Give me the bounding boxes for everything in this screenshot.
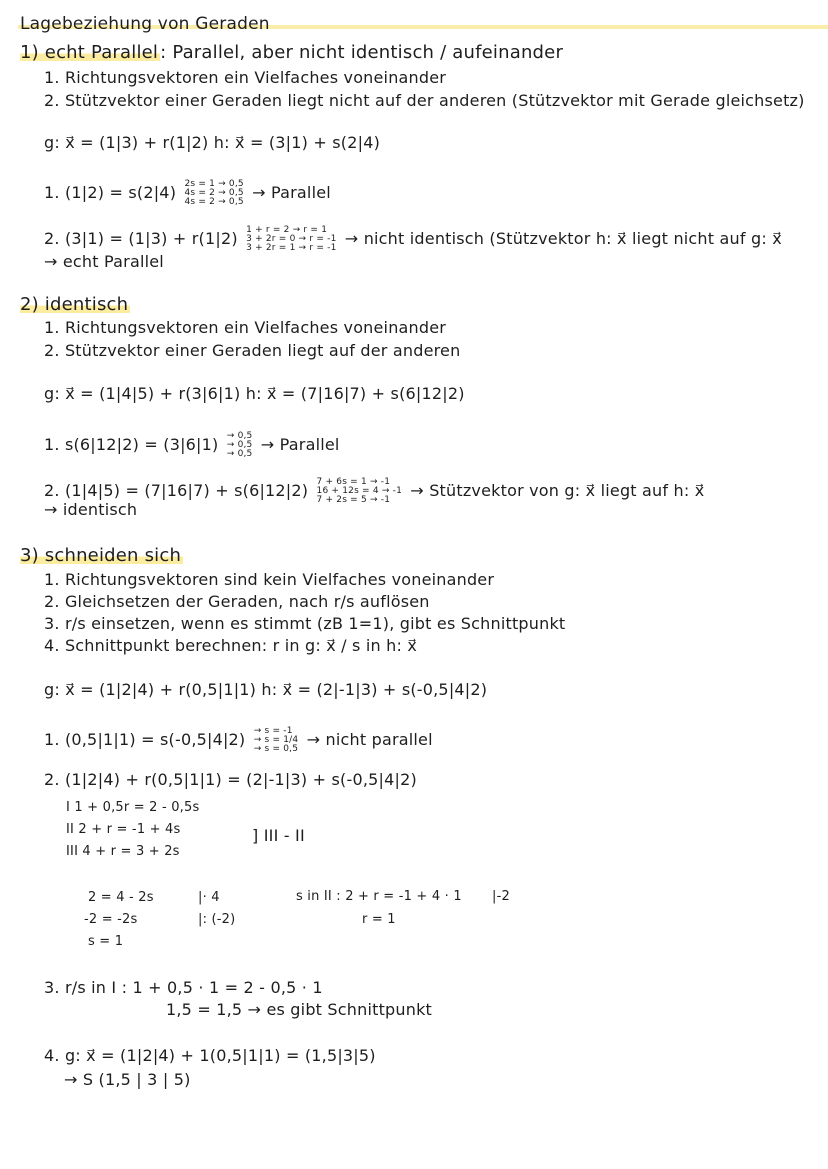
system-eq-1: I 1 + 0,5r = 2 - 0,5s [66,800,200,815]
section-2-equations: g: x⃗ = (1|4|5) + r(3|6|1) h: x⃗ = (7|16|7) + s(6|12|2) [44,384,465,403]
calc-line: 1 + r = 2 → r = 1 [246,225,328,235]
section-2-header [20,294,130,315]
calc-r-note-1: |-2 [492,889,510,904]
system-operation-note: ] III - II [252,826,305,845]
section-3-step-3-result: 1,5 = 1,5 → es gibt Schnittpunkt [166,1000,433,1019]
calc-line: → s = -1 [253,726,293,736]
section-3-rule-3: 3. r/s einsetzen, wenn es stimmt (zB 1=1), gibt es Schnittpunkt [44,614,566,633]
section-1-rule-1: 1. Richtungsvektoren ein Vielfaches voneinander [44,68,447,87]
section-1-heading-rest: : Parallel, aber nicht identisch / aufeinander [160,42,564,63]
calc-line: → s = 0,5 [253,744,299,754]
calc-line: 7 + 6s = 1 → -1 [316,477,391,487]
calc-s-line-2: -2 = -2s [84,912,138,927]
section-2-step-2 [44,478,704,505]
section-2-step-2-calc [317,478,402,505]
section-2-step-1-eq: 1. s(6|12|2) = (3|6|1) [44,435,219,454]
section-3-rule-4: 4. Schnittpunkt berechnen: r in g: x⃗ / s in h: x⃗ [44,636,418,655]
section-1-step-1-calc [184,180,243,207]
system-eq-3: III 4 + r = 3 + 2s [66,844,180,859]
calc-line: → 0,5 [226,449,253,459]
section-1-step-2-result: → nicht identisch (Stützvektor h: x⃗ liegt nicht auf g: x⃗ [344,229,782,248]
section-3-heading: 3) schneiden sich [20,545,182,566]
section-1-heading: 1) echt Parallel [20,42,159,63]
calc-line: 4s = 2 → 0,5 [184,188,244,198]
section-1-step-2 [44,226,782,253]
section-3-equations: g: x⃗ = (1|2|4) + r(0,5|1|1) h: x⃗ = (2|-1|3) + s(-0,5|4|2) [44,680,488,699]
section-3-step-4: 4. g: x⃗ = (1|2|4) + 1(0,5|1|1) = (1,5|3|5) [44,1046,376,1065]
calc-s-result: s = 1 [88,934,124,949]
section-1-header [20,42,563,63]
calc-line: 3 + 2r = 1 → r = -1 [246,243,337,253]
section-3-step-2: 2. (1|2|4) + r(0,5|1|1) = (2|-1|3) + s(-0,5|4|2) [44,770,417,789]
calc-s-note-2: |: (-2) [198,912,236,927]
calc-line: 3 + 2r = 0 → r = -1 [246,234,337,244]
calc-line: 16 + 12s = 4 → -1 [316,486,402,496]
system-eq-2: II 2 + r = -1 + 4s [66,822,181,837]
section-2-step-1 [44,432,340,459]
section-1-step-1 [44,180,331,207]
calc-line: → s = 1/4 [253,735,299,745]
section-1-step-1-result: → Parallel [252,183,331,202]
calc-r-line-1: s in II : 2 + r = -1 + 4 · 1 [296,889,462,904]
section-3-step-3: 3. r/s in I : 1 + 0,5 · 1 = 2 - 0,5 · 1 [44,978,323,997]
section-2-conclusion: → identisch [44,500,138,519]
calc-s-line-1: 2 = 4 - 2s [88,890,154,905]
calc-line: → 0,5 [226,431,253,441]
section-2-rule-2: 2. Stützvektor einer Geraden liegt auf der anderen [44,341,461,360]
section-2-step-2-eq: 2. (1|4|5) = (7|16|7) + s(6|12|2) [44,481,309,500]
calc-r-result: r = 1 [362,912,396,927]
section-2-step-1-calc [227,432,253,459]
section-3-header [20,545,183,566]
calc-line: 7 + 2s = 5 → -1 [316,495,391,505]
section-1-conclusion: → echt Parallel [44,252,164,271]
section-3-step-1-result: → nicht parallel [306,730,433,749]
section-2-rule-1: 1. Richtungsvektoren ein Vielfaches voneinander [44,318,447,337]
section-2-heading: 2) identisch [20,294,129,315]
section-1-step-2-calc [246,226,336,253]
section-2-step-1-result: → Parallel [260,435,340,454]
intersection-point: → S (1,5 | 3 | 5) [64,1070,191,1089]
section-2-step-2-result: → Stützvektor von g: x⃗ liegt auf h: x⃗ [410,481,705,500]
page-title: Lagebeziehung von Geraden [20,14,270,34]
calc-line: 2s = 1 → 0,5 [184,179,244,189]
section-1-step-1-eq: 1. (1|2) = s(2|4) [44,183,177,202]
section-3-step-1 [44,727,433,754]
section-1-equations: g: x⃗ = (1|3) + r(1|2) h: x⃗ = (3|1) + s(2|4) [44,133,381,152]
calc-line: 4s = 2 → 0,5 [184,197,244,207]
section-1-rule-2: 2. Stützvektor einer Geraden liegt nicht auf der anderen (Stützvektor mit Gerade gleichsetz) [44,91,805,110]
calc-line: → 0,5 [226,440,253,450]
section-3-rule-1: 1. Richtungsvektoren sind kein Vielfaches voneinander [44,570,495,589]
section-3-rule-2: 2. Gleichsetzen der Geraden, nach r/s auflösen [44,592,430,611]
calc-s-note-1: |· 4 [198,890,220,905]
section-3-step-1-eq: 1. (0,5|1|1) = s(-0,5|4|2) [44,730,246,749]
section-3-step-1-calc [254,727,299,754]
section-1-step-2-eq: 2. (3|1) = (1|3) + r(1|2) [44,229,238,248]
